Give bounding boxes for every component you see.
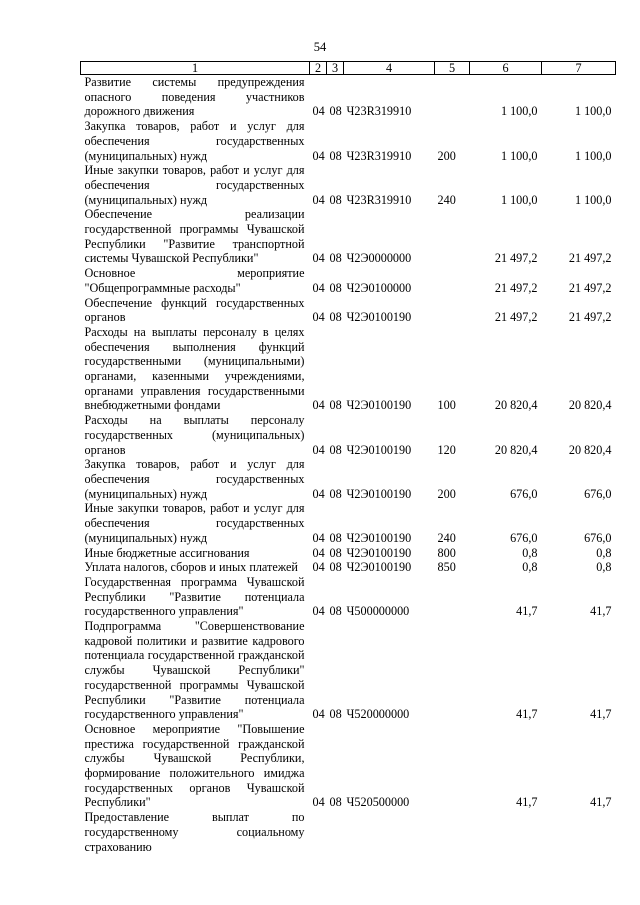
amount-cell-2: 20 820,4 [568,398,612,413]
amount-cell-2: 21 497,2 [568,251,612,266]
expense-type-cell [435,810,470,854]
row-name-cell: Иные бюджетные ассигнования [84,545,250,560]
column-header: 6 [470,62,542,75]
target-article-cell: Ч23R319910 [346,192,412,207]
section-code-cell: 04 [312,104,325,119]
amount-cell-1: 0,8 [522,560,538,575]
row-name-cell: Государственная программа Чувашской Республики "Развитие потенциала государственного управления" [84,574,305,619]
subsection-code-cell: 08 [329,795,342,810]
expense-type-cell [435,722,470,810]
target-article-cell: Ч520000000 [346,707,410,722]
column-header: 4 [344,62,435,75]
table-row [81,325,616,413]
section-code-cell: 04 [312,280,325,295]
subsection-code-cell [327,810,344,854]
row-name-cell: Расходы на выплаты персоналу в целях обеспечения выполнения функций государственными (муниципальными) органами, казенными учреждениями, органами управления государственными внебюджетными фондами [84,324,305,413]
target-article-cell: Ч23R319910 [346,104,412,119]
table-row [81,619,616,722]
subsection-code-cell: 08 [329,604,342,619]
subsection-code-cell: 08 [329,251,342,266]
section-code-cell: 04 [312,707,325,722]
target-article-cell: Ч2Э0100190 [346,530,412,545]
amount-cell-2: 41,7 [590,604,612,619]
amount-cell-2: 676,0 [584,530,612,545]
table-row [81,266,616,295]
expense-type-cell: 120 [437,442,456,457]
column-header: 5 [435,62,470,75]
expense-type-cell: 240 [437,530,456,545]
amount-cell-2: 676,0 [584,486,612,501]
subsection-code-cell: 08 [329,560,342,575]
subsection-code-cell: 08 [329,310,342,325]
row-name-cell: Уплата налогов, сборов и иных платежей [84,560,298,575]
expense-type-cell [435,207,470,266]
budget-table [80,61,616,854]
table-body [81,62,616,855]
section-code-cell: 04 [312,192,325,207]
expense-type-cell: 100 [437,398,456,413]
row-name-cell: Расходы на выплаты персоналу государственных (муниципальных) органов [84,413,305,457]
expense-type-cell [435,75,470,120]
amount-cell-2: 20 820,4 [568,442,612,457]
subsection-code-cell: 08 [329,707,342,722]
amount-cell-1: 41,7 [516,604,538,619]
target-article-cell: Ч2Э0100190 [346,545,412,560]
table-row [81,560,616,575]
row-name-cell: Обеспечение функций государственных органов [84,295,305,325]
amount-cell-1: 676,0 [510,530,538,545]
table-row [81,207,616,266]
amount-cell-2: 41,7 [590,707,612,722]
column-header: 2 [310,62,327,75]
subsection-code-cell: 08 [329,398,342,413]
expense-type-cell [435,296,470,325]
amount-cell-1: 21 497,2 [494,310,538,325]
section-code-cell: 04 [312,148,325,163]
target-article-cell: Ч520500000 [346,795,410,810]
table-row [81,810,616,854]
amount-cell-2: 1 100,0 [574,104,612,119]
amount-cell-1: 41,7 [516,707,538,722]
amount-cell-2 [542,810,616,854]
section-code-cell: 04 [312,604,325,619]
expense-type-cell: 240 [437,192,456,207]
column-header: 7 [542,62,616,75]
expense-type-cell [435,266,470,295]
target-article-cell: Ч2Э0100190 [346,560,412,575]
table-row [81,413,616,457]
row-name-cell: Иные закупки товаров, работ и услуг для обеспечения государственных (муниципальных) нужд [84,501,305,545]
table-row [81,296,616,325]
target-article-cell: Ч2Э0000000 [346,251,412,266]
row-name-cell: Закупка товаров, работ и услуг для обеспечения государственных (муниципальных) нужд [84,457,305,501]
amount-cell-2: 0,8 [596,545,612,560]
section-code-cell [310,810,327,854]
section-code-cell: 04 [312,545,325,560]
target-article-cell: Ч2Э0100190 [346,486,412,501]
row-name-cell: Предоставление выплат по государственному социальному страхованию [84,810,305,854]
column-header: 1 [81,62,310,75]
expense-type-cell: 800 [437,545,456,560]
table-row [81,457,616,501]
section-code-cell: 04 [312,560,325,575]
amount-cell-1: 41,7 [516,795,538,810]
amount-cell-1 [470,810,542,854]
target-article-cell: Ч2Э0100190 [346,310,412,325]
row-name-cell: Подпрограмма "Совершенствование кадровой политики и развитие кадрового потенциала государственной гражданской службы Чувашской Республики" государственной программы Чувашской Республики "Развитие потенциала государственного управления" [84,619,305,722]
row-name-cell: Обеспечение реализации государственной программы Чувашской Республики "Развитие транспортной системы Чувашской Республики" [84,207,305,266]
column-header: 3 [327,62,344,75]
amount-cell-1: 21 497,2 [494,280,538,295]
amount-cell-2: 1 100,0 [574,192,612,207]
subsection-code-cell: 08 [329,442,342,457]
amount-cell-1: 20 820,4 [494,442,538,457]
subsection-code-cell: 08 [329,104,342,119]
expense-type-cell: 200 [437,148,456,163]
table-row [81,119,616,163]
target-article-cell: Ч2Э0100190 [346,398,412,413]
amount-cell-1: 1 100,0 [500,192,538,207]
table-row [81,75,616,120]
amount-cell-2: 0,8 [596,560,612,575]
expense-type-cell: 200 [437,486,456,501]
amount-cell-2: 1 100,0 [574,148,612,163]
expense-type-cell: 850 [437,560,456,575]
table-header-row [81,62,616,75]
subsection-code-cell: 08 [329,530,342,545]
table-row [81,722,616,810]
section-code-cell: 04 [312,795,325,810]
subsection-code-cell: 08 [329,192,342,207]
amount-cell-1: 20 820,4 [494,398,538,413]
row-name-cell: Развитие системы предупреждения опасного поведения участников дорожного движения [84,75,305,119]
subsection-code-cell: 08 [329,280,342,295]
target-article-cell: Ч2Э0100190 [346,442,412,457]
amount-cell-1: 676,0 [510,486,538,501]
section-code-cell: 04 [312,251,325,266]
amount-cell-1: 21 497,2 [494,251,538,266]
target-article-cell: Ч500000000 [346,604,410,619]
row-name-cell: Основное мероприятие "Повышение престижа государственной гражданской службы Чувашской Республики, формирование положительного имиджа государственных органов Чувашской Республики" [84,721,305,810]
row-name-cell: Основное мероприятие "Общепрограммные расходы" [84,266,305,295]
expense-type-cell [435,575,470,619]
section-code-cell: 04 [312,310,325,325]
amount-cell-2: 41,7 [590,795,612,810]
subsection-code-cell: 08 [329,148,342,163]
section-code-cell: 04 [312,398,325,413]
page-number: 54 [313,40,327,54]
expense-type-cell [435,619,470,722]
section-code-cell: 04 [312,530,325,545]
target-article-cell: Ч2Э0100000 [346,280,412,295]
amount-cell-1: 1 100,0 [500,148,538,163]
subsection-code-cell: 08 [329,545,342,560]
amount-cell-1: 0,8 [522,545,538,560]
amount-cell-1: 1 100,0 [500,104,538,119]
table-row [81,501,616,545]
row-name-cell: Иные закупки товаров, работ и услуг для обеспечения государственных (муниципальных) нужд [84,163,305,207]
amount-cell-2: 21 497,2 [568,280,612,295]
target-article-cell: Ч23R319910 [346,148,412,163]
section-code-cell: 04 [312,442,325,457]
section-code-cell: 04 [312,486,325,501]
table-row [81,575,616,619]
table-row [81,163,616,207]
subsection-code-cell: 08 [329,486,342,501]
row-name-cell: Закупка товаров, работ и услуг для обеспечения государственных (муниципальных) нужд [84,119,305,163]
target-article-cell [344,810,435,854]
amount-cell-2: 21 497,2 [568,310,612,325]
table-row [81,546,616,561]
